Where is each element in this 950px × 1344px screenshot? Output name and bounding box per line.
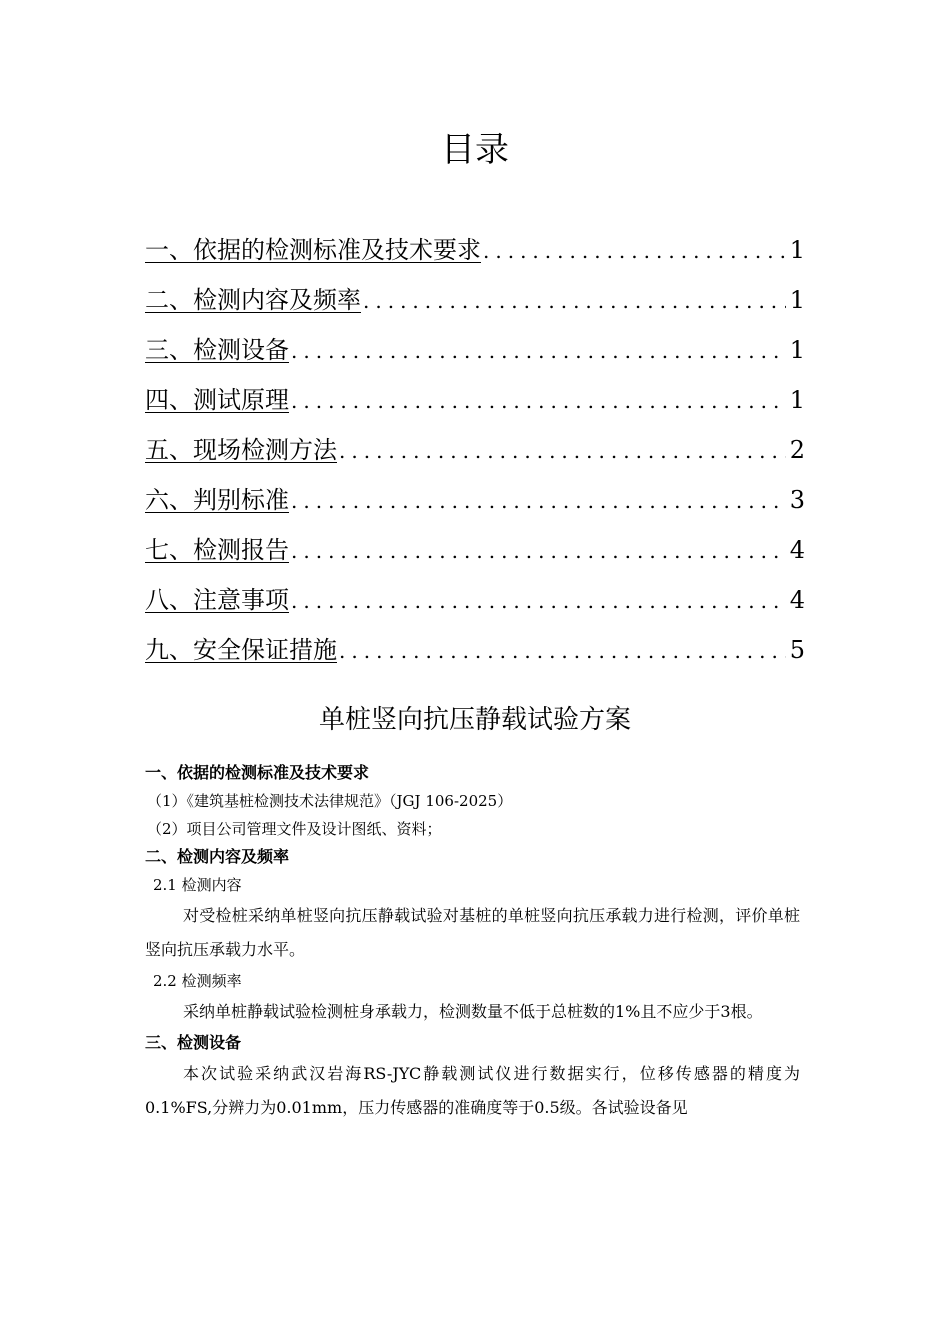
toc-entry[interactable]: [145, 478, 805, 528]
toc-entry-label[interactable]: 四、测试原理: [145, 386, 289, 414]
toc-entry-label[interactable]: 一、依据的检测标准及技术要求: [145, 236, 481, 264]
toc-entry-page: 5: [789, 636, 805, 664]
toc-dot-leader: [289, 329, 786, 373]
section-heading-content-frequency: 二、检测内容及频率: [145, 847, 290, 866]
reference-item: （1）《建筑基桩检测技术法律规范》（JGJ 106-2025）: [147, 792, 513, 810]
toc-entry-label[interactable]: 五、现场检测方法: [145, 436, 337, 464]
toc-entry-label[interactable]: 九、安全保证措施: [145, 636, 337, 664]
toc-dot-leader: [481, 229, 786, 273]
toc-entry[interactable]: [145, 628, 805, 678]
toc-dot-leader: [289, 379, 786, 423]
toc-entry-label[interactable]: 七、检测报告: [145, 536, 289, 564]
toc-entry-page: 1: [789, 386, 805, 414]
section-heading-equipment: 三、检测设备: [145, 1033, 242, 1052]
toc-entry[interactable]: [145, 528, 805, 578]
toc-entry[interactable]: [145, 428, 805, 478]
toc-entry[interactable]: [145, 278, 805, 328]
toc-entry-label[interactable]: 三、检测设备: [145, 336, 289, 364]
subsection-heading-content: 2.1 检测内容: [153, 876, 242, 894]
toc-entry-page: 4: [789, 586, 805, 614]
toc-dot-leader: [337, 429, 786, 473]
toc-entry-page: 3: [789, 486, 805, 514]
toc-entry[interactable]: [145, 378, 805, 428]
paragraph-frequency: 采纳单桩静载试验检测桩身承载力，检测数量不低于总桩数的1%且不应少于3根。: [183, 1002, 763, 1021]
table-of-contents: [145, 228, 805, 678]
paragraph-content: 对受检桩采纳单桩竖向抗压静载试验对基桩的单桩竖向抗压承载力进行检测，评价单桩竖向抗压承载力水平。: [145, 906, 800, 959]
toc-dot-leader: [361, 279, 786, 323]
document-body: [145, 759, 800, 1125]
section-heading-standards: 一、依据的检测标准及技术要求: [145, 763, 370, 782]
toc-dot-leader: [289, 479, 786, 523]
toc-entry-page: 1: [789, 236, 805, 264]
toc-dot-leader: [289, 579, 786, 623]
toc-entry[interactable]: [145, 228, 805, 278]
toc-entry-label[interactable]: 六、判别标准: [145, 486, 289, 514]
toc-entry-page: 1: [789, 336, 805, 364]
toc-entry-page: 2: [789, 436, 805, 464]
toc-entry[interactable]: [145, 328, 805, 378]
toc-entry-page: 1: [789, 286, 805, 314]
toc-dot-leader: [289, 529, 786, 573]
toc-entry-page: 4: [789, 536, 805, 564]
toc-entry[interactable]: [145, 578, 805, 628]
subsection-heading-frequency: 2.2 检测频率: [153, 972, 242, 990]
toc-entry-label[interactable]: 八、注意事项: [145, 586, 289, 614]
toc-entry-label[interactable]: 二、检测内容及频率: [145, 286, 361, 314]
toc-title: 目录: [441, 130, 509, 170]
document-title: 单桩竖向抗压静载试验方案: [318, 705, 631, 735]
paragraph-equipment: 本次试验采纳武汉岩海RS-JYC静载测试仪进行数据实行，位移传感器的精度为0.1%FS,分辨力为0.01mm，压力传感器的准确度等于0.5级。各试验设备见: [145, 1064, 800, 1117]
toc-dot-leader: [337, 629, 786, 673]
reference-item: （2）项目公司管理文件及设计图纸、资料；: [147, 820, 442, 838]
